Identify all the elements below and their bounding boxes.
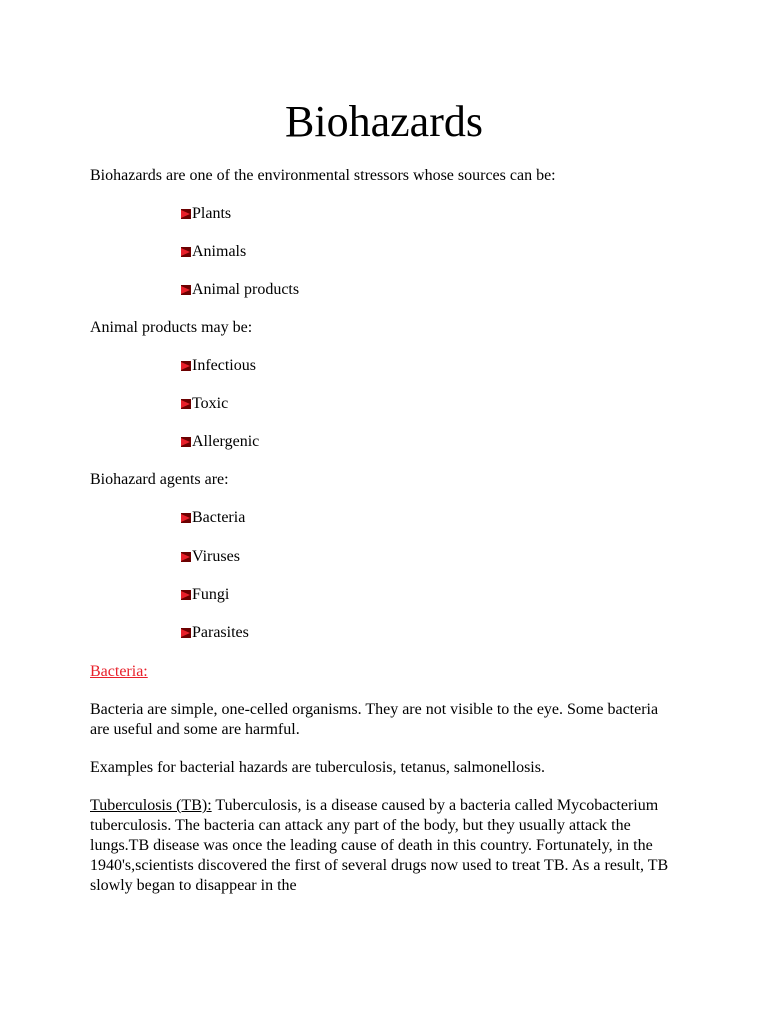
list-item-label: Allergenic (192, 433, 260, 450)
list-item (181, 394, 228, 414)
list-item-label: Viruses (192, 548, 240, 565)
list-item (181, 508, 245, 528)
red-arrow-bullet-icon (181, 437, 191, 447)
list-item (181, 356, 256, 376)
red-arrow-bullet-icon (181, 513, 191, 523)
list-item (181, 623, 249, 643)
list-item (181, 242, 246, 262)
animal-products-intro: Animal products may be: (90, 319, 253, 336)
list-item-label: Infectious (192, 357, 256, 374)
intro-paragraph: Biohazards are one of the environmental stressors whose sources can be: (90, 167, 556, 184)
list-item (181, 585, 229, 605)
list-item (181, 204, 231, 224)
tuberculosis-label: Tuberculosis (TB): (90, 797, 212, 814)
bacterial-examples: Examples for bacterial hazards are tuberculosis, tetanus, salmonellosis. (90, 759, 545, 776)
red-arrow-bullet-icon (181, 590, 191, 600)
agents-intro: Biohazard agents are: (90, 471, 229, 488)
page-title: Biohazards (285, 97, 483, 146)
list-item-label: Animal products (192, 281, 300, 298)
list-item-label: Fungi (192, 586, 230, 603)
list-item (181, 432, 259, 452)
list-item (181, 547, 240, 567)
list-item-label: Parasites (192, 624, 249, 641)
tuberculosis-text: Tuberculosis, is a disease caused by a bacteria called Mycobacterium tuberculosis. The bacteria can attack any part of the body, but they usually attack the lungs.TB disease was once the leading cause of death in this country. Fortunately, in the 1940's,scientists discovered the first of several drugs now used to treat TB. As a result, TB slowly began to disappear in the (90, 797, 669, 894)
red-arrow-bullet-icon (181, 628, 191, 638)
list-item-label: Bacteria (192, 509, 246, 526)
red-arrow-bullet-icon (181, 247, 191, 257)
bacteria-description: Bacteria are simple, one-celled organisms. They are not visible to the eye. Some bacteria are useful and some are harmful. (90, 701, 659, 738)
list-item-label: Plants (192, 205, 232, 222)
bacteria-heading: Bacteria: (90, 663, 148, 680)
red-arrow-bullet-icon (181, 552, 191, 562)
tuberculosis-paragraph (90, 796, 680, 896)
red-arrow-bullet-icon (181, 361, 191, 371)
red-arrow-bullet-icon (181, 285, 191, 295)
list-item (181, 280, 299, 300)
list-item-label: Toxic (192, 395, 229, 412)
list-item-label: Animals (192, 243, 247, 260)
red-arrow-bullet-icon (181, 209, 191, 219)
red-arrow-bullet-icon (181, 399, 191, 409)
